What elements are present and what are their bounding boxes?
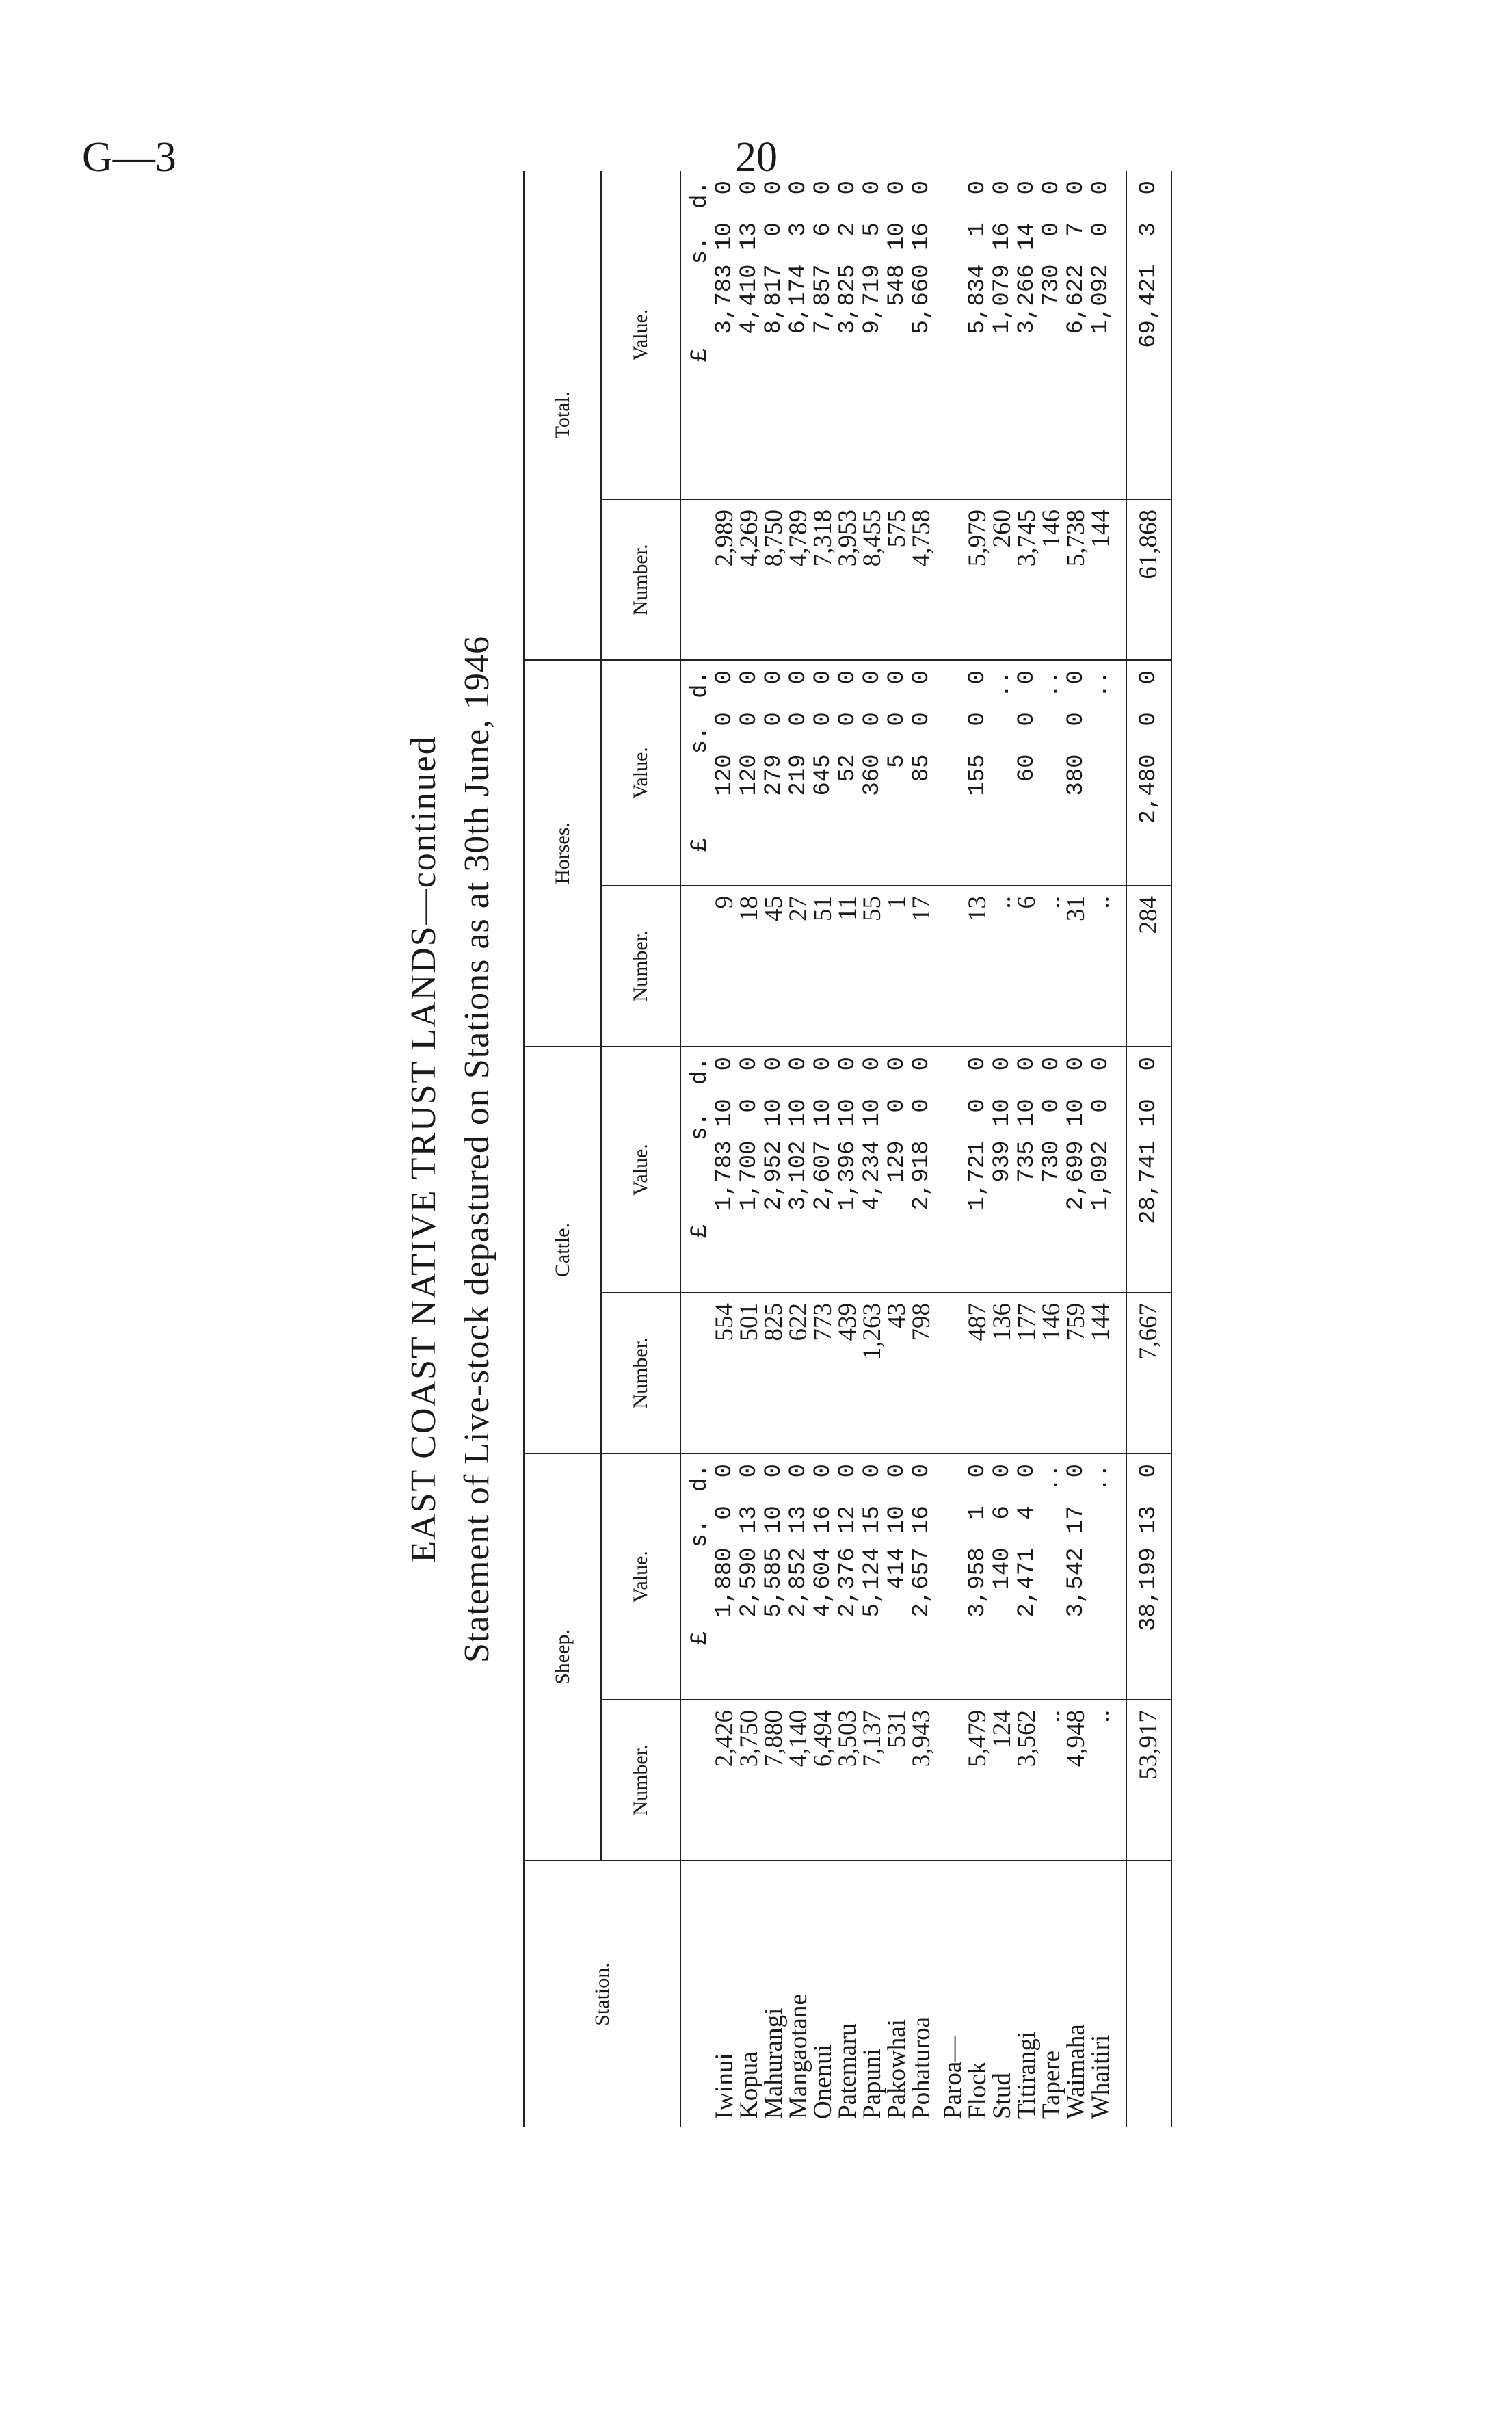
total-number-cell: 5,738 (1064, 499, 1089, 660)
cattle-value-cell: 4,234 10 0 (860, 1047, 885, 1293)
sheep-number-cell: 4,948 (1064, 1700, 1089, 1861)
total-horses-number: 284 (1126, 886, 1171, 1047)
total-number-cell: 4,269 (737, 499, 762, 660)
sheep-value-cell: 3,958 1 0 (966, 1454, 990, 1700)
total-value-cell: 6,174 3 0 (786, 171, 811, 499)
table-row (1089, 171, 1126, 2127)
horses-number-cell: 55 (860, 886, 885, 1047)
horses-number-cell: .. (1039, 886, 1064, 1047)
table-row (811, 171, 836, 2127)
table-subtitle: Statement of Live-stock depastured on Stations as at 30th June, 1946 (457, 635, 496, 1664)
total-value-cell: 1,079 16 0 (990, 171, 1015, 499)
total-number-cell: 5,979 (966, 499, 990, 660)
cattle-value-header: Value. (601, 1047, 680, 1293)
table-row (762, 171, 786, 2127)
horses-value-cell: 645 0 0 (811, 660, 836, 886)
total-value-cell: 3,825 2 0 (836, 171, 860, 499)
cattle-number-cell: 501 (737, 1293, 762, 1454)
total-total-value: 69,421 3 0 (1126, 171, 1171, 499)
station-name: Onenui (809, 2045, 837, 2119)
cattle-value-cell: 939 10 0 (990, 1047, 1015, 1293)
total-value-cell: 1,092 0 0 (1089, 171, 1126, 499)
horses-number-cell: 1 (885, 886, 910, 1047)
horses-value-cell: 120 0 0 (737, 660, 762, 886)
cattle-value-cell (934, 1047, 966, 1293)
horses-number-cell: 6 (1015, 886, 1039, 1047)
cattle-number-cell: 798 (910, 1293, 934, 1454)
sheep-value-cell: 2,590 13 0 (737, 1454, 762, 1700)
sheep-value-cell: .. (1039, 1454, 1064, 1700)
horses-number-header: Number. (601, 886, 680, 1047)
sheep-value-cell: 2,376 12 0 (836, 1454, 860, 1700)
sheep-value-cell: 1,880 0 0 (713, 1454, 737, 1700)
horses-number-cell: 9 (713, 886, 737, 1047)
station-name: Pakowhai (883, 2019, 911, 2119)
horses-number-cell: 31 (1064, 886, 1089, 1047)
sheep-number-cell: 3,943 (910, 1700, 934, 1861)
cattle-value-cell: 3,102 10 0 (786, 1047, 811, 1293)
cattle-number-cell: 773 (811, 1293, 836, 1454)
total-value-cell: 8,817 0 0 (762, 171, 786, 499)
table-row (786, 171, 811, 2127)
sheep-value-cell: 2,471 4 0 (1015, 1454, 1039, 1700)
total-number-cell: 8,750 (762, 499, 786, 660)
horses-value-cell: .. (1039, 660, 1064, 886)
sheep-value-cell: 2,657 16 0 (910, 1454, 934, 1700)
horses-number-cell: 18 (737, 886, 762, 1047)
sheep-number-cell: 3,503 (836, 1700, 860, 1861)
total-sheep-number: 53,917 (1126, 1700, 1171, 1861)
total-value-cell: 6,622 7 0 (1064, 171, 1089, 499)
sheep-value-cell: 3,542 17 0 (1064, 1454, 1089, 1700)
horses-value-cell: 5 0 0 (885, 660, 910, 886)
station-name: Titirangi (1013, 2031, 1041, 2119)
cattle-value-cell: 2,952 10 0 (762, 1047, 786, 1293)
cattle-number-cell: 439 (836, 1293, 860, 1454)
cattle-number-header: Number. (601, 1293, 680, 1454)
horses-number-cell: 17 (910, 886, 934, 1047)
horses-value-cell: .. (1089, 660, 1126, 886)
station-name: Mahurangi (760, 2008, 788, 2119)
station-name: Flock (964, 2061, 992, 2119)
total-number-cell: 4,789 (786, 499, 811, 660)
cattle-value-cell: 1,721 0 0 (966, 1047, 990, 1293)
station-name: Patemaru (834, 2023, 862, 2119)
sheep-number-cell: 6,494 (811, 1700, 836, 1861)
sheep-number-cell: 3,750 (737, 1700, 762, 1861)
table-row (990, 171, 1015, 2127)
horses-value-cell: 52 0 0 (836, 660, 860, 886)
total-header: Total. (525, 171, 602, 660)
cattle-value-cell: 1,700 0 0 (737, 1047, 762, 1293)
horses-value-cell: 219 0 0 (786, 660, 811, 886)
total-value-cell: 548 10 0 (885, 171, 910, 499)
cattle-number-cell: 825 (762, 1293, 786, 1454)
table-title: EAST COAST NATIVE TRUST LANDS—continued (404, 735, 443, 1563)
sheep-value-header: Value. (601, 1454, 680, 1700)
total-number-cell: 2,989 (713, 499, 737, 660)
horses-number-cell: 11 (836, 886, 860, 1047)
cattle-number-cell: 146 (1039, 1293, 1064, 1454)
table-row (713, 171, 737, 2127)
cattle-header: Cattle. (525, 1047, 602, 1454)
sheep-value-cell: 140 6 0 (990, 1454, 1015, 1700)
table-row (860, 171, 885, 2127)
total-number-cell: 7,318 (811, 499, 836, 660)
horses-value-cell: .. (990, 660, 1015, 886)
cattle-value-cell: 1,092 0 0 (1089, 1047, 1126, 1293)
sheep-value-cell: 5,585 10 0 (762, 1454, 786, 1700)
cattle-number-cell: 177 (1015, 1293, 1039, 1454)
total-horses-value: 2,480 0 0 (1126, 660, 1171, 886)
horses-number-cell: 45 (762, 886, 786, 1047)
total-cattle-number: 7,667 (1126, 1293, 1171, 1454)
cattle-number-cell: 43 (885, 1293, 910, 1454)
table-row (836, 171, 860, 2127)
sheep-number-header: Number. (601, 1700, 680, 1861)
currency-label: £ s. d. (680, 1047, 713, 1293)
sheep-number-cell: 7,880 (762, 1700, 786, 1861)
total-number-header: Number. (601, 499, 680, 660)
horses-value-cell: 279 0 0 (762, 660, 786, 886)
horses-number-cell: .. (1089, 886, 1126, 1047)
horses-value-cell: 155 0 0 (966, 660, 990, 886)
total-value-cell: 730 0 0 (1039, 171, 1064, 499)
horses-header: Horses. (525, 660, 602, 1047)
total-value-cell: 3,783 10 0 (713, 171, 737, 499)
cattle-number-cell: 136 (990, 1293, 1015, 1454)
station-header: Station. (525, 1861, 681, 2127)
total-cattle-value: 28,741 10 0 (1126, 1047, 1171, 1293)
total-number-cell: 575 (885, 499, 910, 660)
sheep-number-cell: 2,426 (713, 1700, 737, 1861)
rotated-table-page (403, 171, 1204, 2127)
sheep-number-cell: 531 (885, 1700, 910, 1861)
cattle-value-cell: 2,918 0 0 (910, 1047, 934, 1293)
cattle-value-cell: 1,783 10 0 (713, 1047, 737, 1293)
horses-value-header: Value. (601, 660, 680, 886)
sheep-number-cell: 4,140 (786, 1700, 811, 1861)
station-name: Kopua (735, 2051, 763, 2119)
sheep-value-cell (934, 1454, 966, 1700)
horses-number-cell (934, 886, 966, 1047)
page-number: 20 (735, 134, 778, 181)
station-name: Papuni (858, 2049, 886, 2119)
cattle-value-cell: 2,607 10 0 (811, 1047, 836, 1293)
sheep-value-cell: .. (1089, 1454, 1126, 1700)
currency-label: £ s. d. (680, 660, 713, 886)
horses-number-cell: 51 (811, 886, 836, 1047)
total-number-cell: 8,455 (860, 499, 885, 660)
sheep-value-cell: 5,124 15 0 (860, 1454, 885, 1700)
total-value-cell: 3,266 14 0 (1015, 171, 1039, 499)
cattle-number-cell: 759 (1064, 1293, 1089, 1454)
total-number-cell: 3,953 (836, 499, 860, 660)
total-value-cell: 5,834 1 0 (966, 171, 990, 499)
cattle-number-cell: 554 (713, 1293, 737, 1454)
total-total-number: 61,868 (1126, 499, 1171, 660)
total-number-cell: 260 (990, 499, 1015, 660)
station-name: Waimaha (1062, 2024, 1090, 2119)
total-sheep-value: 38,199 13 0 (1126, 1454, 1171, 1700)
total-value-cell: 9,719 5 0 (860, 171, 885, 499)
total-number-cell: 144 (1089, 499, 1126, 660)
total-number-cell: 3,745 (1015, 499, 1039, 660)
livestock-table (523, 171, 1172, 2127)
table-row (737, 171, 762, 2127)
total-number-cell: 146 (1039, 499, 1064, 660)
table-row (910, 171, 934, 2127)
sheep-value-cell: 2,852 13 0 (786, 1454, 811, 1700)
table-row (1015, 171, 1039, 2127)
sheep-number-cell: 7,137 (860, 1700, 885, 1861)
sheep-number-cell: .. (1089, 1700, 1126, 1861)
table-row (966, 171, 990, 2127)
total-value-cell: 5,660 16 0 (910, 171, 934, 499)
total-number-cell (934, 499, 966, 660)
cattle-number-cell: 622 (786, 1293, 811, 1454)
currency-label: £ s. d. (680, 171, 713, 499)
sheep-number-cell: 3,562 (1015, 1700, 1039, 1861)
table-row (934, 171, 966, 2127)
table-row (1039, 171, 1064, 2127)
station-name: Tapere (1037, 2050, 1065, 2119)
table-row (885, 171, 910, 2127)
sheep-header: Sheep. (525, 1454, 602, 1861)
total-value-cell: 4,410 13 0 (737, 171, 762, 499)
cattle-value-cell: 1,396 10 0 (836, 1047, 860, 1293)
station-name: Iwinui (711, 2053, 739, 2119)
sheep-number-cell: 124 (990, 1700, 1015, 1861)
horses-value-cell: 380 0 0 (1064, 660, 1089, 886)
sheep-number-cell (934, 1700, 966, 1861)
cattle-value-cell: 735 10 0 (1015, 1047, 1039, 1293)
cattle-number-cell: 487 (966, 1293, 990, 1454)
totals-row (1126, 171, 1171, 2127)
station-name: Pohaturoa (907, 2016, 936, 2119)
currency-label: £ s. d. (680, 1454, 713, 1700)
total-value-header: Value. (601, 171, 680, 499)
cattle-number-cell (934, 1293, 966, 1454)
sheep-number-cell: .. (1039, 1700, 1064, 1861)
cattle-number-cell: 1,263 (860, 1293, 885, 1454)
horses-value-cell (934, 660, 966, 886)
horses-number-cell: 13 (966, 886, 990, 1047)
station-name: Mangaotane (784, 1994, 812, 2119)
cattle-value-cell: 129 0 0 (885, 1047, 910, 1293)
total-value-cell: 7,857 6 0 (811, 171, 836, 499)
horses-number-cell: .. (990, 886, 1015, 1047)
table-row (1064, 171, 1089, 2127)
sheep-number-cell: 5,479 (966, 1700, 990, 1861)
horses-value-cell: 120 0 0 (713, 660, 737, 886)
horses-value-cell: 60 0 0 (1015, 660, 1039, 886)
station-name: Stud (988, 2073, 1016, 2119)
cattle-number-cell: 144 (1089, 1293, 1126, 1454)
document-code: G—3 (82, 134, 176, 181)
sheep-value-cell: 4,604 16 0 (811, 1454, 836, 1700)
total-number-cell: 4,758 (910, 499, 934, 660)
sheep-value-cell: 414 10 0 (885, 1454, 910, 1700)
horses-value-cell: 360 0 0 (860, 660, 885, 886)
horses-value-cell: 85 0 0 (910, 660, 934, 886)
total-value-cell (934, 171, 966, 499)
station-name: Whaitiri (1087, 2034, 1115, 2119)
horses-number-cell: 27 (786, 886, 811, 1047)
cattle-value-cell: 2,699 10 0 (1064, 1047, 1089, 1293)
cattle-value-cell: 730 0 0 (1039, 1047, 1064, 1293)
station-name: Paroa— (939, 2036, 967, 2119)
